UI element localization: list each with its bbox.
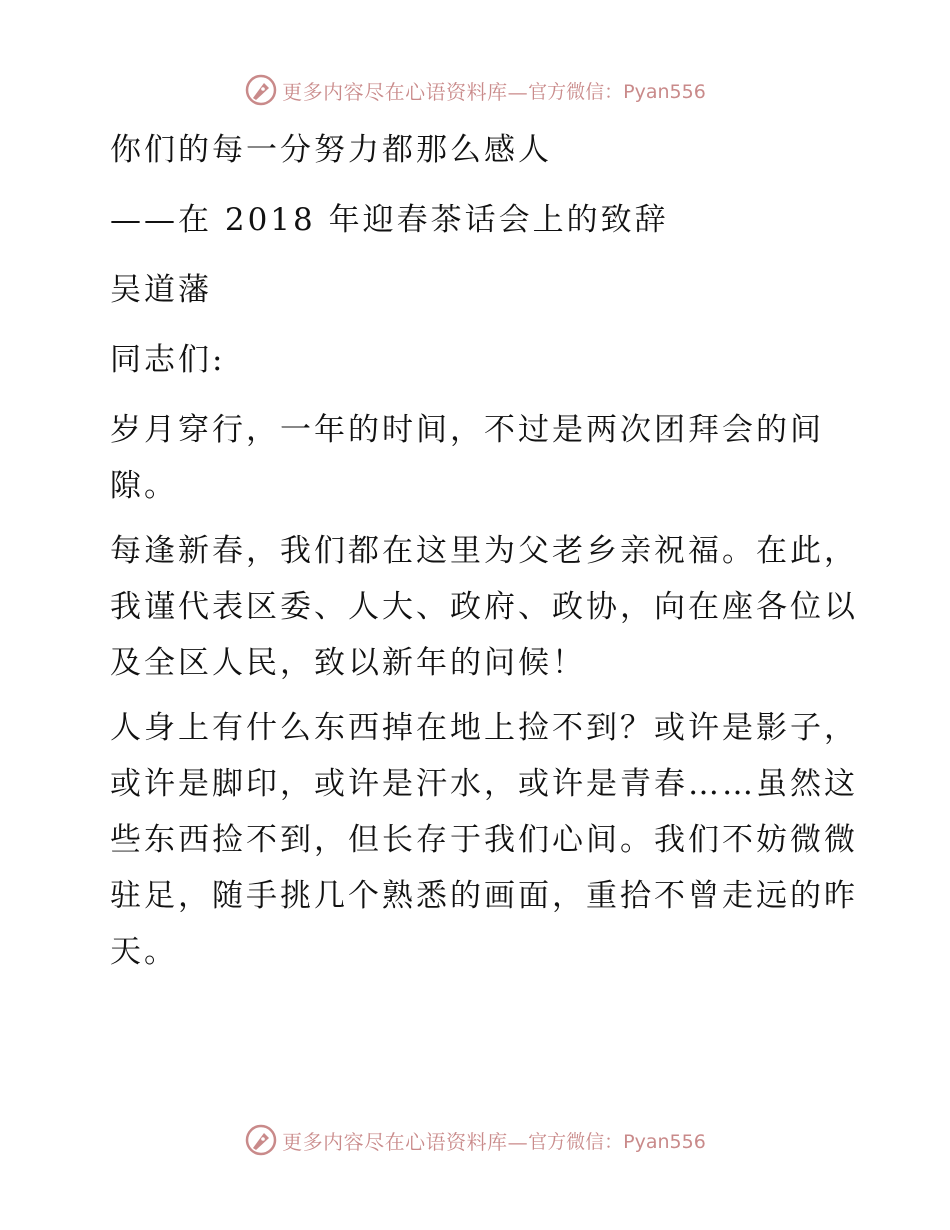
document-subtitle: ——在 2018 年迎春茶话会上的致辞	[110, 202, 669, 238]
watermark-wechat: 官方微信：Pyan556	[528, 80, 706, 103]
pen-nib-logo-icon	[244, 73, 278, 107]
watermark-text: 更多内容尽在心语资料库—	[282, 1129, 529, 1154]
paragraph: 每逢新春，我们都在这里为父老乡亲祝福。在此，我谨代表区委、人大、政府、政协，向在座各位以及全区人民，致以新年的问候！	[110, 533, 858, 681]
watermark-wechat: 官方微信：Pyan556	[528, 1130, 706, 1153]
paragraph: 岁月穿行，一年的时间，不过是两次团拜会的间隙。	[110, 412, 824, 504]
header-watermark	[0, 70, 950, 110]
footer-watermark	[0, 1120, 950, 1160]
document-salutation: 同志们:	[110, 342, 226, 378]
pen-nib-logo-icon	[244, 1123, 278, 1157]
watermark-text: 更多内容尽在心语资料库—	[282, 79, 529, 104]
document-body	[98, 122, 858, 989]
paragraph: 人身上有什么东西掉在地上捡不到？或许是影子，或许是脚印，或许是汗水，或许是青春……虽然这些东西捡不到，但长存于我们心间。我们不妨微微驻足，随手挑几个熟悉的画面，重拾不曾走远的昨天。	[110, 710, 858, 970]
document-author: 吴道藩	[110, 272, 212, 308]
document-title: 你们的每一分努力都那么感人	[110, 132, 552, 168]
